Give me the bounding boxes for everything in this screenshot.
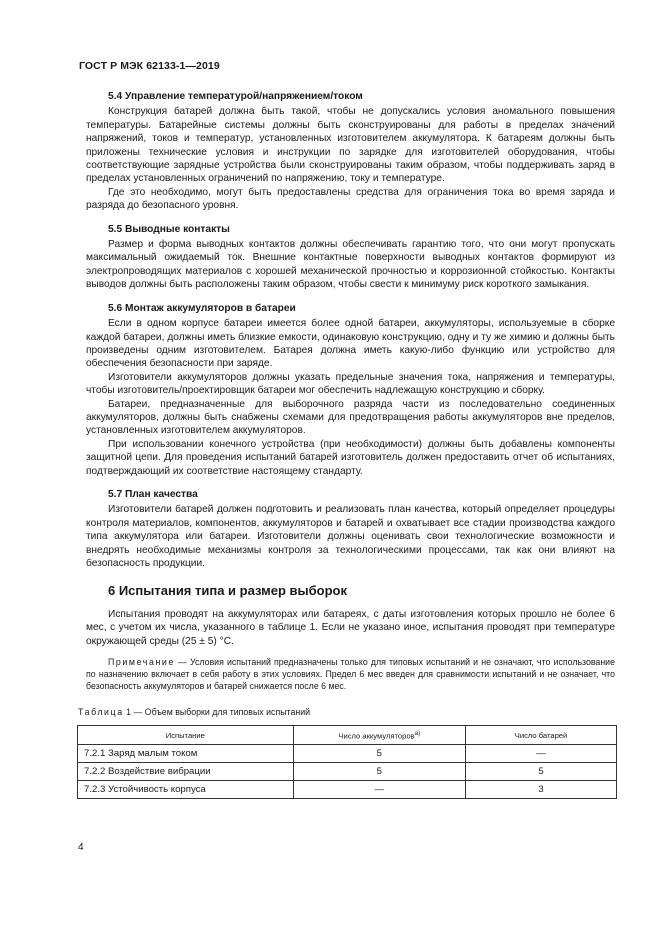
page-content [78, 90, 615, 799]
note-label: Примечание [108, 657, 175, 668]
table-caption-label: Таблица [78, 707, 124, 718]
paragraph: Изготовители аккумуляторов должны указать предельные значения тока, напряжения и температуры, чтобы изготовитель/проектировщик батареи мог обеспечить надлежащую конструкцию и сборку. [86, 371, 615, 397]
table-caption [78, 706, 615, 719]
table-row [78, 781, 617, 799]
chapter-title-6: 6 Испытания типа и размер выборок [108, 583, 347, 599]
paragraph: Размер и форма выводных контактов должны обеспечивать гарантию того, что они могут пропускать максимальный ожидаемый ток. Внешние контактные поверхности выводных контактов формируют из электропроводящих материалов с хорошей механической прочностью и коррозионной стойкостью. Контакты выводов должны быть расположены таким образом, чтобы свести к минимуму риск короткого замыкания. [86, 239, 615, 291]
sample-size-table [77, 725, 617, 799]
paragraph: Изготовители батарей должен подготовить и реализовать план качества, который определяет процедуры контроля материалов, компонентов, аккумуляторов и батарей и охватывает все стадии производства каждого типа аккумулятора или батареи. Изготовители должны оценивать свои технологические возможности и внедрять необходимые механизмы контроля за технологическими процессами, так как они влияют на безопасность продукции. [86, 504, 615, 569]
section-title-5-4: 5.4 Управление температурой/напряжением/током [108, 91, 363, 102]
section-title-5-6: 5.6 Монтаж аккумуляторов в батареи [108, 302, 296, 314]
note-text: — Условия испытаний предназначены только для типовых испытаний и не означают, что использование по назначению включает в себя работу в этих условиях. Предел 6 мес введен для сравнимости испытаний и не означает, что безопасность аккумуляторов и батарей снижается после 6 мес. [86, 657, 615, 692]
paragraph: Конструкция батарей должна быть такой, чтобы не допускались условия аномального повышения температуры. Батарейные системы должны быть сконструированы для работы в пределах значений напряжений, токов и температур, установленных изготовителем аккумулятора. К батареям должны быть приложены технические условия и инструкции по зарядке для изготовителей оборудования, чтобы соответствующие зарядные устройства были сконструированы таким образом, чтобы поддерживать заряд в пределах установленных ограничений по напряжению, току и температуре. [86, 106, 615, 185]
paragraph: Если в одном корпусе батареи имеется более одной батареи, аккумуляторы, используемые в сборке каждой батареи, должны иметь близкие емкости, одинаковую конструкцию, одну и ту же химию и должны быть произведены одним изготовителем. Батарея должна иметь какую-либо функцию или устройство для обеспечения безопасности при заряде. [86, 318, 615, 370]
table-cell: 7.2.1 Заряд малым током [78, 745, 294, 763]
table-row [78, 763, 617, 781]
table-header: Число батарей [466, 726, 617, 745]
table-row [78, 745, 617, 763]
table-cell: 5 [293, 763, 465, 781]
paragraph: Где это необходимо, могут быть предоставлены средства для ограничения тока во время заряда и разряда до безопасного уровня. [86, 186, 615, 212]
table-cell: 5 [466, 763, 617, 781]
table-header: Число аккумуляторов$^{а)}$ [293, 726, 465, 745]
table-cell: — [293, 781, 465, 799]
table-caption-text: 1 — Объем выборки для типовых испытаний [123, 707, 311, 718]
table-cell: 3 [466, 781, 617, 799]
section-title-5-7: 5.7 План качества [108, 488, 198, 500]
footnote-marker: а) [414, 730, 421, 738]
table-cell: 7.2.2 Воздействие вибрации [78, 763, 294, 781]
table-cell: 5 [293, 745, 465, 763]
paragraph: Батареи, предназначенные для выборочного разряда части из последовательно соединенных аккумуляторов, должны быть снабжены схемами для предотвращения работы аккумуляторов вне пределов, установленных изготовителем аккумуляторов. [86, 398, 615, 437]
note [86, 656, 615, 692]
table-cell: — [466, 745, 617, 763]
table-cell: 7.2.3 Устойчивость корпуса [78, 781, 294, 799]
page-number: 4 [78, 842, 84, 853]
paragraph: При использовании конечного устройства (при необходимости) должны быть добавлены компоненты защитной цепи. Для проведения испытаний батарей изготовитель должен предоставить отчет об испытаниях, подтверждающий их соответствие настоящему стандарту. [86, 438, 615, 477]
paragraph: Испытания проводят на аккумуляторах или батареях, с даты изготовления которых прошло не более 6 мес, с учетом их числа, указанного в таблице 1. Если не указано иное, испытания проводят при температуре окружающей среды (25 ± 5) °С. [86, 608, 615, 647]
document-header: ГОСТ Р МЭК 62133-1—2019 [79, 60, 220, 72]
table-header: Испытание [78, 726, 294, 745]
section-title-5-5: 5.5 Выводные контакты [108, 223, 230, 235]
